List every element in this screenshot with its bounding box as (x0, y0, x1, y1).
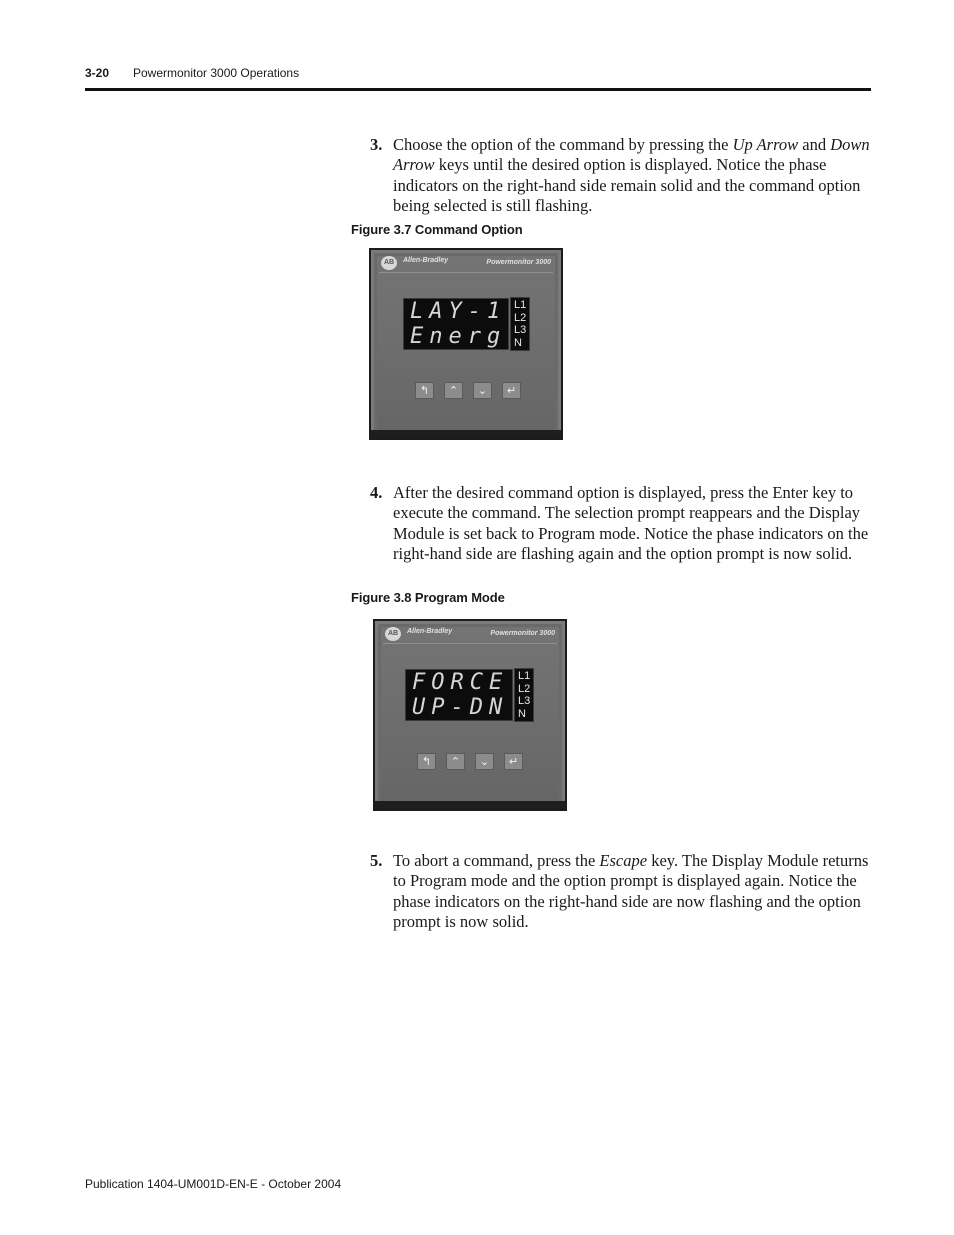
display-line-2: UP-DN (412, 695, 509, 720)
step-text (393, 483, 870, 564)
emphasized-term: Escape (599, 851, 648, 870)
model-label: Powermonitor 3000 (486, 259, 551, 266)
brand-divider (383, 643, 557, 644)
step-text (393, 851, 870, 932)
phase-l1: L1 (518, 670, 531, 682)
panel-bottom-edge (375, 801, 565, 809)
step-number: 5. (370, 851, 383, 870)
display-line-1: LAY-1 (410, 299, 507, 324)
header-rule (85, 88, 871, 91)
phase-indicators (510, 297, 530, 351)
display-module-panel (369, 248, 563, 440)
emphasized-term: Down Arrow (393, 135, 870, 175)
page-number: 3-20 (85, 66, 110, 80)
up-arrow-key[interactable]: ⌃ (444, 382, 463, 399)
step-4 (370, 483, 870, 564)
step-3 (370, 135, 870, 216)
publication-footer: Publication 1404-UM001D-EN-E - October 2004 (85, 1177, 342, 1191)
down-arrow-key[interactable]: ⌄ (475, 753, 494, 770)
allen-bradley-logo: AB (381, 256, 397, 270)
text-run: After the desired command option is displayed, press the Enter key to execute the command. The selection prompt reappears and the Display Module is set back to Program mode. Notice the phase indicators on the right-hand side are flashing again and the option prompt is now solid. (393, 483, 869, 563)
phase-l3: L3 (514, 324, 527, 336)
figure-caption: Figure 3.8 Program Mode (351, 590, 505, 605)
display-line-1: FORCE (412, 670, 509, 695)
brand-label: Allen-Bradley (407, 628, 453, 635)
step-number: 4. (370, 483, 383, 502)
text-run: keys until the desired option is displayed. Notice the phase indicators on the right-hand side remain solid and the command option being selected is still flashing. (393, 155, 861, 215)
chapter-title: Powermonitor 3000 Operations (133, 66, 300, 80)
enter-key[interactable]: ↵ (502, 382, 521, 399)
text-run: and (798, 135, 831, 154)
phase-l1: L1 (514, 299, 527, 311)
brand-label: Allen-Bradley (403, 257, 449, 264)
phase-l2: L2 (514, 311, 527, 324)
phase-n: N (514, 336, 522, 349)
display-module-panel (373, 619, 567, 811)
model-label: Powermonitor 3000 (490, 630, 555, 637)
brand-divider (379, 272, 553, 273)
escape-key[interactable]: ↰ (417, 753, 436, 770)
enter-key[interactable]: ↵ (504, 753, 523, 770)
figure-caption: Figure 3.7 Command Option (351, 222, 523, 237)
emphasized-term: Up Arrow (732, 135, 799, 154)
phase-l3: L3 (518, 695, 531, 707)
escape-key[interactable]: ↰ (415, 382, 434, 399)
step-5 (370, 851, 870, 932)
lcd-display (405, 669, 513, 721)
text-run: To abort a command, press the (393, 851, 600, 870)
text-run: Choose the option of the command by pressing the (393, 135, 733, 154)
phase-n: N (518, 707, 526, 720)
phase-indicators (514, 668, 534, 722)
down-arrow-key[interactable]: ⌄ (473, 382, 492, 399)
display-line-2: Energ (410, 324, 507, 349)
header-text (85, 66, 300, 80)
allen-bradley-logo: AB (385, 627, 401, 641)
step-number: 3. (370, 135, 383, 154)
text-run: key. The Display Module returns to Program mode and the option prompt is displayed again. Notice the phase indicators on the right-hand side are now flashing and the option prompt is now solid. (393, 851, 869, 931)
panel-bottom-edge (371, 430, 561, 438)
step-text (393, 135, 870, 216)
up-arrow-key[interactable]: ⌃ (446, 753, 465, 770)
phase-l2: L2 (518, 682, 531, 695)
lcd-display (403, 298, 509, 350)
